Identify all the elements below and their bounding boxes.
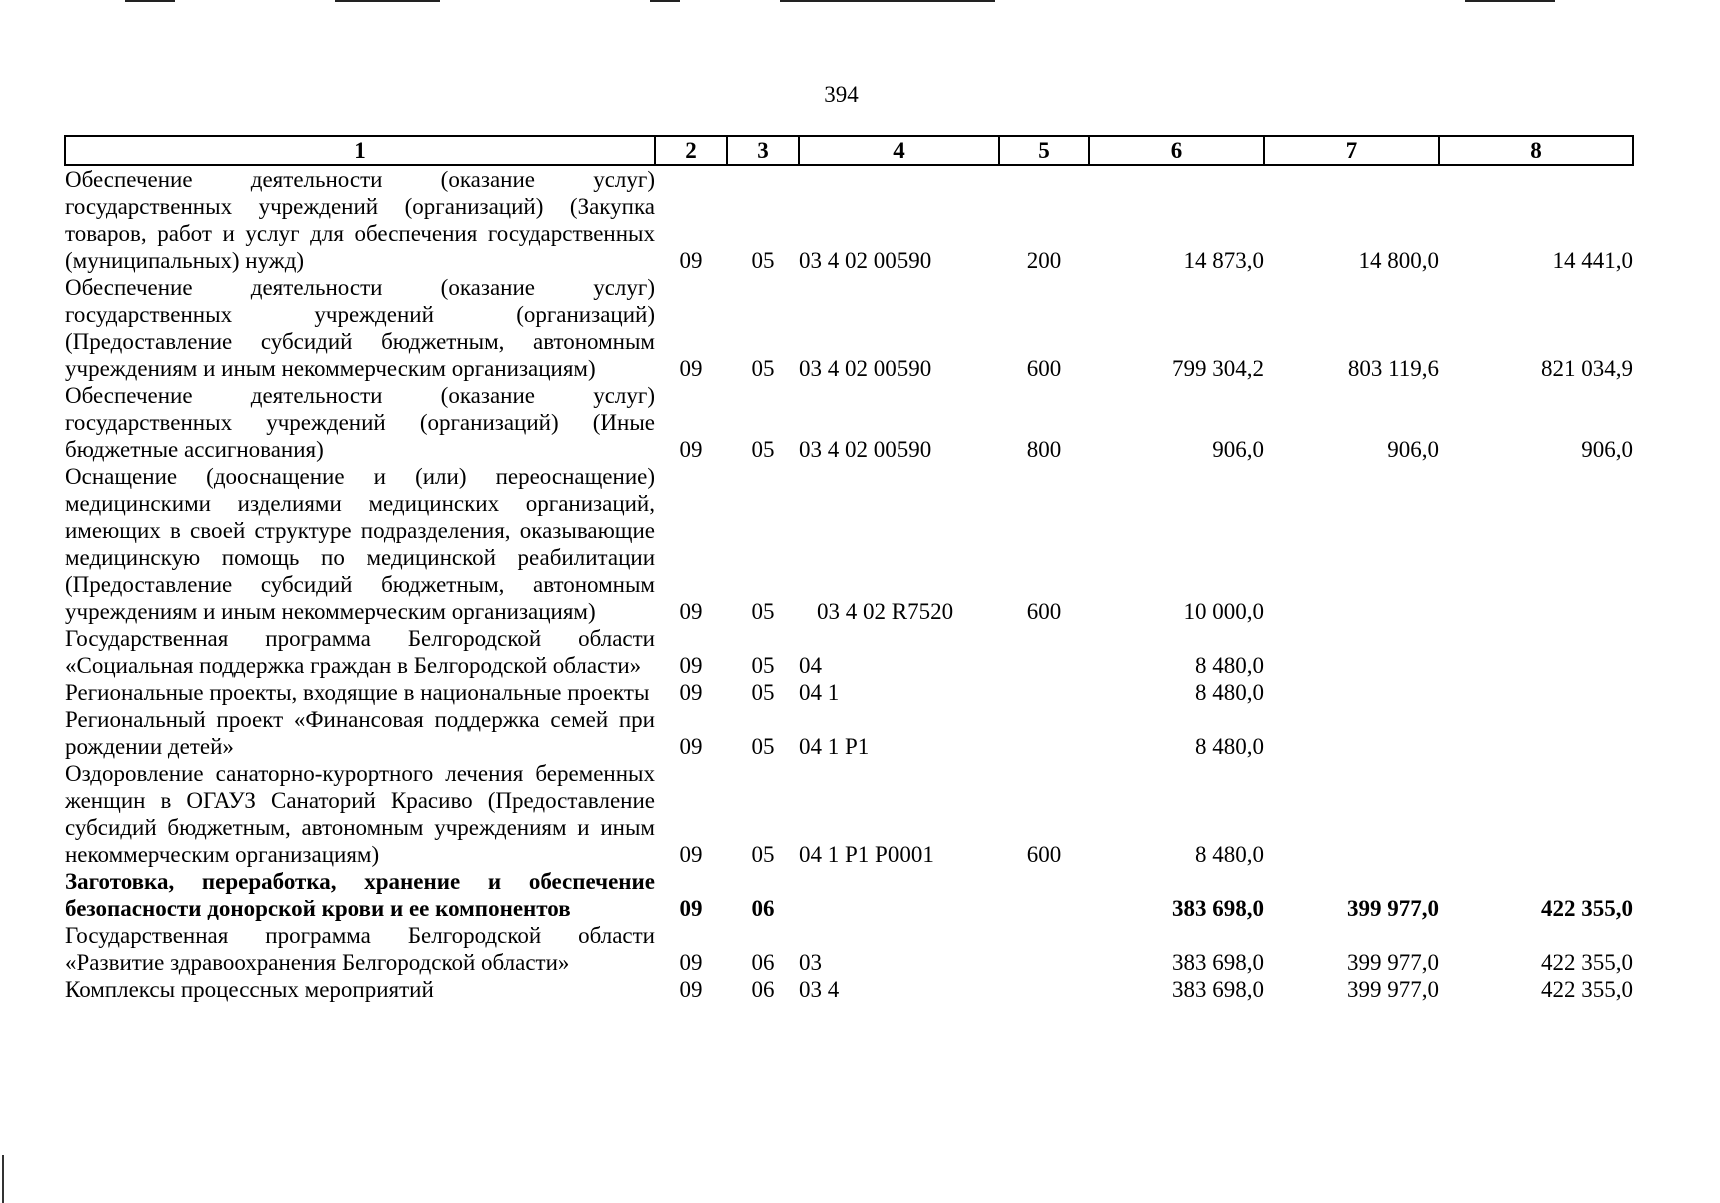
section-code: 09 (679, 653, 703, 678)
table-row (65, 679, 1633, 706)
table-row (65, 976, 1633, 1003)
item-name: Региональные проекты, входящие в национальные проекты (65, 680, 650, 705)
subsection-code: 05 (751, 734, 775, 759)
subsection-code: 05 (751, 248, 775, 273)
amount-col-7 (1264, 679, 1439, 706)
amount-col-6: 383 698,0 (1172, 950, 1264, 975)
expense-type-code: 800 (1026, 437, 1062, 462)
scan-edge-mark (2, 1155, 4, 1203)
section-code: 09 (679, 356, 703, 381)
item-name: Региональный проект «Финансовая поддержка семей при рождении детей» (65, 707, 655, 759)
subsection-code: 05 (751, 356, 775, 381)
table-row (65, 625, 1633, 679)
subsection-code: 05 (751, 653, 775, 678)
subsection-code: 05 (751, 437, 775, 462)
target-article-code: 03 (799, 950, 822, 975)
amount-col-7 (1264, 625, 1439, 679)
target-article-code: 04 (799, 653, 822, 678)
amount-col-8: 422 355,0 (1541, 896, 1633, 921)
amount-col-7: 906,0 (1387, 437, 1439, 462)
section-code: 09 (679, 437, 703, 462)
amount-col-8: 821 034,9 (1541, 356, 1633, 381)
amount-col-8 (1439, 679, 1633, 706)
subsection-code: 06 (751, 896, 775, 921)
column-header: 4 (799, 136, 999, 165)
page-number: 394 (824, 82, 859, 107)
section-code: 09 (679, 977, 703, 1002)
target-article-code: 03 4 (799, 977, 840, 1002)
item-name: Заготовка, переработка, хранение и обеспечение безопасности донорской крови и ее компонентов (65, 869, 655, 921)
target-article-code: 03 4 02 00590 (799, 356, 932, 381)
amount-col-6: 8 480,0 (1195, 680, 1264, 705)
amount-col-7: 399 977,0 (1347, 896, 1439, 921)
item-name: Оснащение (дооснащение и (или) переоснащение) медицинскими изделиями медицинских организаций, имеющих в своей структуре подразделения, оказывающие медицинскую помощь по медицинской реабилитации (Предоставление субсидий бюджетным, автономным учреждениям и иным некоммерческим организациям) (65, 464, 655, 624)
amount-col-8: 14 441,0 (1552, 248, 1633, 273)
amount-col-8: 422 355,0 (1541, 950, 1633, 975)
target-article-code: 03 4 02 00590 (799, 248, 932, 273)
item-name: Комплексы процессных мероприятий (65, 977, 434, 1002)
amount-col-7: 399 977,0 (1347, 950, 1439, 975)
table-row (65, 274, 1633, 382)
table-row (65, 922, 1633, 976)
amount-col-6: 8 480,0 (1195, 653, 1264, 678)
expense-type-code (999, 679, 1089, 706)
scan-edge-mark (335, 0, 440, 2)
scan-edge-mark (650, 0, 680, 2)
target-article-code: 04 1 (799, 680, 840, 705)
amount-col-6: 906,0 (1212, 437, 1264, 462)
amount-col-7 (1264, 463, 1439, 625)
table-row (65, 165, 1633, 274)
amount-col-6: 10 000,0 (1183, 599, 1264, 624)
table-row (65, 868, 1633, 922)
amount-col-7 (1264, 760, 1439, 868)
amount-col-8 (1439, 760, 1633, 868)
subsection-code: 06 (751, 950, 775, 975)
target-article-code (799, 868, 999, 922)
section-code: 09 (679, 680, 703, 705)
scan-edge-mark (1465, 0, 1555, 2)
column-header: 5 (999, 136, 1089, 165)
section-code: 09 (679, 950, 703, 975)
target-article-code: 03 4 02 R7520 (817, 599, 954, 624)
item-name: Обеспечение деятельности (оказание услуг) государственных учреждений (организаций) (Закупка товаров, работ и услуг для обеспечения государственных (муниципальных) нужд) (65, 167, 655, 273)
amount-col-6: 383 698,0 (1172, 977, 1264, 1002)
column-header: 1 (65, 136, 655, 165)
amount-col-6: 8 480,0 (1195, 842, 1264, 867)
section-code: 09 (679, 248, 703, 273)
subsection-code: 05 (751, 842, 775, 867)
target-article-code: 04 1 P1 P0001 (799, 842, 934, 867)
table-row (65, 463, 1633, 625)
item-name: Обеспечение деятельности (оказание услуг) государственных учреждений (организаций) (Предоставление субсидий бюджетным, автономным учреждениям и иным некоммерческим организациям) (65, 275, 655, 381)
amount-col-8 (1439, 706, 1633, 760)
expense-type-code (999, 922, 1089, 976)
item-name: Обеспечение деятельности (оказание услуг) государственных учреждений (организаций) (Иные бюджетные ассигнования) (65, 383, 655, 462)
expense-type-code (999, 706, 1089, 760)
amount-col-8: 422 355,0 (1541, 977, 1633, 1002)
section-code: 09 (679, 734, 703, 759)
subsection-code: 05 (751, 599, 775, 624)
amount-col-7: 803 119,6 (1347, 356, 1439, 381)
amount-col-8 (1439, 625, 1633, 679)
expense-type-code (999, 625, 1089, 679)
expense-type-code: 600 (1026, 599, 1062, 624)
scan-edge-mark (125, 0, 175, 2)
amount-col-6: 14 873,0 (1183, 248, 1264, 273)
subsection-code: 06 (751, 977, 775, 1002)
target-article-code: 04 1 P1 (799, 734, 870, 759)
column-header: 7 (1264, 136, 1439, 165)
budget-table (64, 135, 1634, 1003)
amount-col-8 (1439, 463, 1633, 625)
table-row (65, 706, 1633, 760)
expense-type-code (999, 868, 1089, 922)
column-header: 3 (727, 136, 799, 165)
amount-col-8: 906,0 (1581, 437, 1633, 462)
item-name: Государственная программа Белгородской области «Социальная поддержка граждан в Белгородской области» (65, 626, 655, 678)
table-row (65, 760, 1633, 868)
column-header: 8 (1439, 136, 1633, 165)
amount-col-6: 383 698,0 (1172, 896, 1264, 921)
table-row (65, 382, 1633, 463)
expense-type-code (999, 976, 1089, 1003)
table-header-row (65, 136, 1633, 165)
expense-type-code: 200 (1026, 248, 1062, 273)
amount-col-7: 14 800,0 (1358, 248, 1439, 273)
column-header: 2 (655, 136, 727, 165)
section-code: 09 (679, 842, 703, 867)
section-code: 09 (679, 599, 703, 624)
section-code: 09 (679, 896, 703, 921)
amount-col-7 (1264, 706, 1439, 760)
expense-type-code: 600 (1026, 356, 1062, 381)
expense-type-code: 600 (1026, 842, 1062, 867)
item-name: Государственная программа Белгородской области «Развитие здравоохранения Белгородской области» (65, 923, 655, 975)
amount-col-6: 8 480,0 (1195, 734, 1264, 759)
target-article-code: 03 4 02 00590 (799, 437, 932, 462)
amount-col-7: 399 977,0 (1347, 977, 1439, 1002)
column-header: 6 (1089, 136, 1264, 165)
item-name: Оздоровление санаторно-курортного лечения беременных женщин в ОГАУЗ Санаторий Красиво (Предоставление субсидий бюджетным, автономным учреждениям и иным некоммерческим организациям) (65, 761, 655, 867)
amount-col-6: 799 304,2 (1172, 356, 1264, 381)
subsection-code: 05 (751, 680, 775, 705)
scan-edge-mark (780, 0, 995, 2)
